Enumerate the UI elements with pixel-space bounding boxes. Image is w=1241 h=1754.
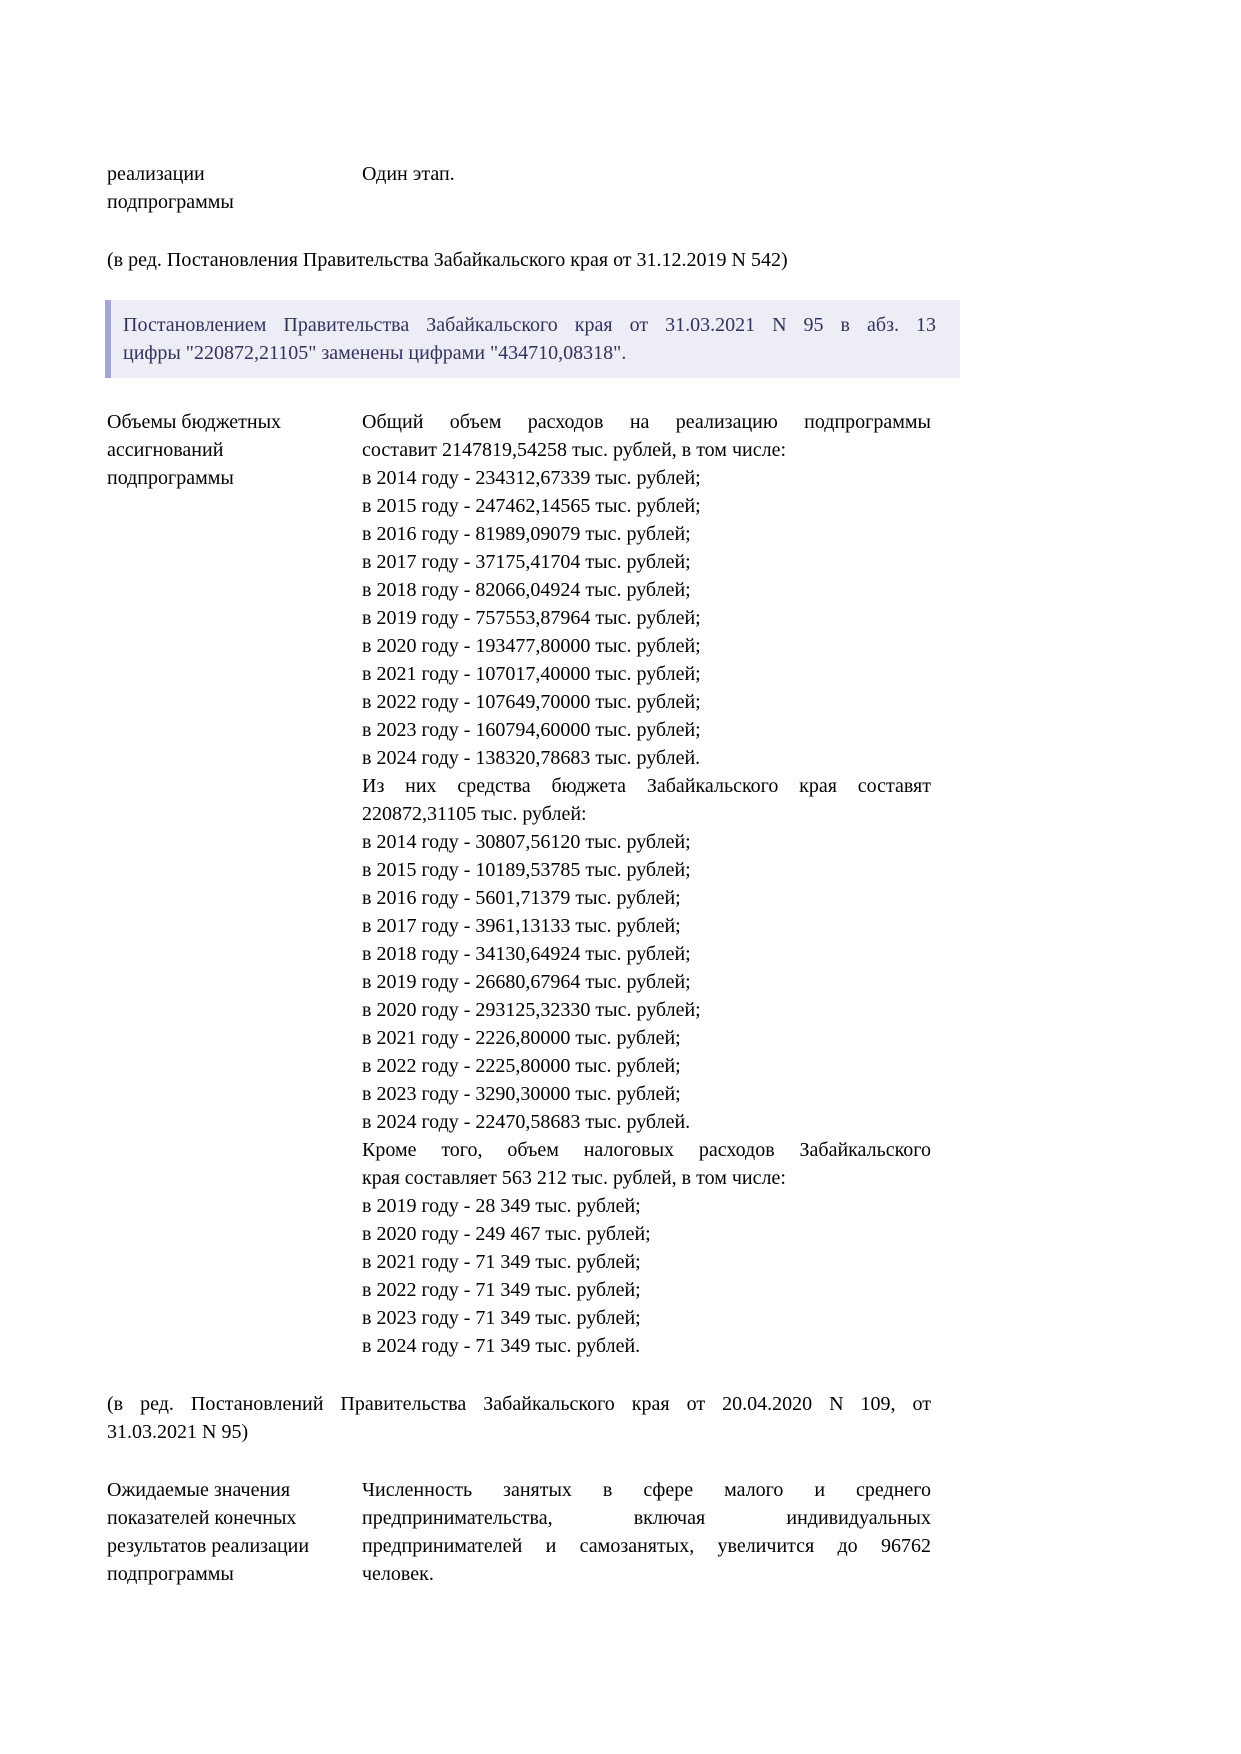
row-expected-results: [107, 1476, 931, 1588]
budget-line: в 2020 году - 249 467 тыс. рублей;: [362, 1223, 651, 1245]
stage-value-cell: [362, 160, 931, 188]
note-line: цифры "220872,21105" заменены цифрами "434710,08318".: [123, 342, 627, 364]
label-line: подпрограммы: [107, 191, 234, 213]
budget-line: в 2018 году - 82066,04924 тыс. рублей;: [362, 579, 691, 601]
label-line: подпрограммы: [107, 467, 234, 489]
budget-line: составит 2147819,54258 тыс. рублей, в том числе:: [362, 439, 787, 461]
budget-line: в 2019 году - 28 349 тыс. рублей;: [362, 1195, 641, 1217]
budget-line: в 2024 году - 22470,58683 тыс. рублей.: [362, 1111, 691, 1133]
budget-line: в 2021 году - 71 349 тыс. рублей;: [362, 1251, 641, 1273]
label-line: ассигнований: [107, 439, 224, 461]
budget-line: в 2022 году - 2225,80000 тыс. рублей;: [362, 1055, 681, 1077]
note-line: Постановлением Правительства Забайкальского края от 31.03.2021 N 95 в абз. 13: [123, 314, 936, 336]
budget-line: в 2014 году - 30807,56120 тыс. рублей;: [362, 831, 691, 853]
budget-line: края составляет 563 212 тыс. рублей, в том числе:: [362, 1167, 786, 1189]
budget-line: Из них средства бюджета Забайкальского края составят: [362, 775, 931, 797]
budget-line: Кроме того, объем налоговых расходов Забайкальского: [362, 1139, 931, 1161]
budget-line: в 2017 году - 37175,41704 тыс. рублей;: [362, 551, 691, 573]
label-line: показателей конечных: [107, 1507, 297, 1529]
amendment-note-1: (в ред. Постановления Правительства Забайкальского края от 31.12.2019 N 542): [107, 249, 788, 271]
budget-values: [362, 408, 931, 1360]
amendment-note-2: [107, 1390, 931, 1446]
label-line: реализации: [107, 163, 205, 185]
budget-line: в 2024 году - 71 349 тыс. рублей.: [362, 1335, 641, 1357]
budget-line: в 2023 году - 3290,30000 тыс. рублей;: [362, 1083, 681, 1105]
budget-line: в 2015 году - 10189,53785 тыс. рублей;: [362, 859, 691, 881]
budget-line: в 2024 году - 138320,78683 тыс. рублей.: [362, 747, 701, 769]
budget-line: Общий объем расходов на реализацию подпрограммы: [362, 411, 931, 433]
label-line: подпрограммы: [107, 1563, 234, 1585]
budget-line: 220872,31105 тыс. рублей:: [362, 803, 587, 825]
expected-label: [107, 1476, 362, 1588]
expected-line: человек.: [362, 1563, 434, 1585]
budget-line: в 2016 году - 5601,71379 тыс. рублей;: [362, 887, 681, 909]
budget-line: в 2014 году - 234312,67339 тыс. рублей;: [362, 467, 701, 489]
expected-value: [362, 1476, 931, 1588]
budget-line: в 2023 году - 71 349 тыс. рублей;: [362, 1307, 641, 1329]
expected-line: предпринимательства, включая индивидуальных: [362, 1507, 931, 1529]
budget-line: в 2017 году - 3961,13133 тыс. рублей;: [362, 915, 681, 937]
budget-line: в 2021 году - 107017,40000 тыс. рублей;: [362, 663, 701, 685]
document-page: [107, 0, 936, 1588]
budget-line: в 2019 году - 757553,87964 тыс. рублей;: [362, 607, 701, 629]
budget-line: в 2021 году - 2226,80000 тыс. рублей;: [362, 1027, 681, 1049]
budget-line: в 2023 году - 160794,60000 тыс. рублей;: [362, 719, 701, 741]
budget-line: в 2016 году - 81989,09079 тыс. рублей;: [362, 523, 691, 545]
expected-line: предпринимателей и самозанятых, увеличится до 96762: [362, 1535, 931, 1557]
budget-line: в 2018 году - 34130,64924 тыс. рублей;: [362, 943, 691, 965]
label-line: результатов реализации: [107, 1535, 310, 1557]
stage-value: Один этап.: [362, 163, 455, 185]
budget-label: [107, 408, 362, 492]
budget-line: в 2020 году - 293125,32330 тыс. рублей;: [362, 999, 701, 1021]
amendment-highlight-box: [105, 300, 960, 378]
budget-line: в 2019 году - 26680,67964 тыс. рублей;: [362, 971, 691, 993]
label-line: Ожидаемые значения: [107, 1479, 291, 1501]
stage-label: [107, 160, 362, 216]
row-budget-allocations: [107, 408, 931, 1360]
budget-line: в 2015 году - 247462,14565 тыс. рублей;: [362, 495, 701, 517]
amendment-line: 31.03.2021 N 95): [107, 1421, 249, 1443]
expected-line: Численность занятых в сфере малого и среднего: [362, 1479, 931, 1501]
amendment-line: (в ред. Постановлений Правительства Забайкальского края от 20.04.2020 N 109, от: [107, 1393, 931, 1415]
row-implementation-stage: [107, 160, 931, 216]
budget-line: в 2022 году - 107649,70000 тыс. рублей;: [362, 691, 701, 713]
budget-line: в 2020 году - 193477,80000 тыс. рублей;: [362, 635, 701, 657]
label-line: Объемы бюджетных: [107, 411, 282, 433]
budget-line: в 2022 году - 71 349 тыс. рублей;: [362, 1279, 641, 1301]
